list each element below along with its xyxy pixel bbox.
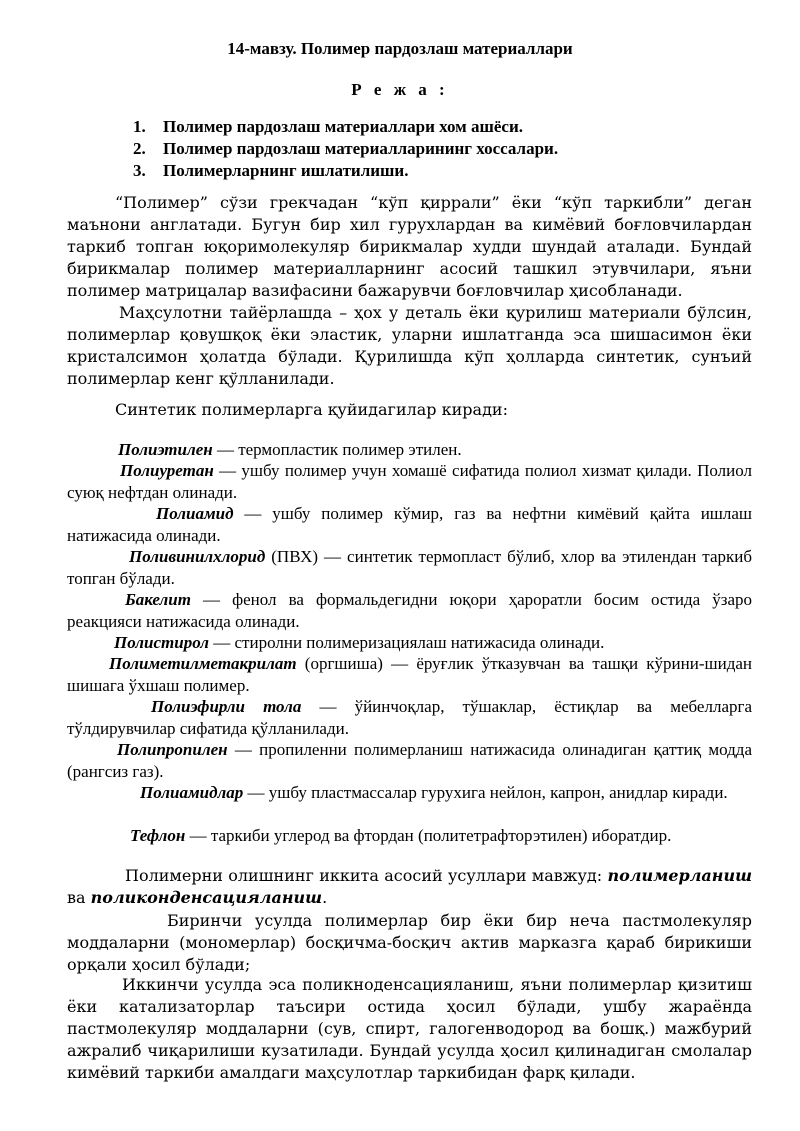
polymer-item [67, 782, 752, 804]
polymer-description: (ПВХ) — синтетик термопласт бўлиб, хлор ва этилендан таркиб топган бўлади. [67, 547, 752, 588]
paragraph-polymer-states: Маҳсулотни тайёрлашда – ҳох у деталь ёки қурилиш материали бўлсин, полимерлар қовушқоқ ёки эластик, уларни ишлатганда эса шишасимон ёки кристалсимон ҳолатда бўлади. Қурилишда кўп ҳолларда синтетик, сунъий полимерлар кенг қўлланилади. [67, 303, 752, 388]
polymer-term: Полиэтилен [118, 440, 213, 459]
method-polymerization: полимерланиш [607, 866, 752, 885]
polymer-item [67, 546, 752, 589]
plan-list [133, 116, 558, 182]
polymer-description: — таркиби углерод ва фтордан (политетрафторэтилен) иборатдир. [185, 826, 672, 845]
plan-item-number: 3. [133, 161, 146, 180]
paragraph-methods-intro [67, 865, 752, 909]
plan-item-number: 2. [133, 139, 146, 158]
polymer-description: (оргшиша) — ёруғлик ўтказувчан ва ташқи кўрини-шидан шишага ўхшаш полимер. [67, 654, 752, 695]
paragraph-second-method: Иккинчи усулда эса поликнодeнсацияланиш, яъни полимерлар қизитиш ёки катализаторлар таъсири остида ҳосил бўлади, ушбу жараёнда пастмолекуляр моддаларни (сув, спирт, галогенводород ва бошқ.) мажбурий ажралиб чиқарилиши кузатилади. Бундай усулда ҳосил қилинадиган смолалар кимёвий таркиби амалдаги маҳсулотлар таркибидан фарқ қилади. [67, 975, 752, 1082]
polymer-item [67, 589, 752, 632]
page-title: 14-мавзу. Полимер пардозлаш материаллари [227, 39, 573, 58]
polymer-item [67, 653, 752, 696]
polymer-description: — пропиленни полимерланиш натижасида олинадиган қаттиқ модда (рангсиз газ). [67, 740, 752, 781]
paragraph-polymer-definition: “Полимер” сўзи грекчадан “кўп қиррали” ёки “кўп таркибли” деган маънони англатади. Бугун бир хил гурухлардан ва кимёвий боғловчилардан таркиб топган юқоримолекуляр бирикмалар худди шундай аталади. Бундай бирикмалар полимер материалларнинг асосий ташкил этувчилари, яъни полимер матрицалар вазифасини бажарувчи боғловчилар ҳисобланади. [67, 193, 752, 300]
polymer-item [67, 503, 752, 546]
methods-intro-text: Полимерни олишнинг иккита асосий усуллари мавжуд: [125, 866, 608, 885]
polymer-term: Полиметилметакрилат [109, 654, 297, 673]
polymer-term: Полипропилен [117, 740, 228, 759]
polymer-item [67, 825, 752, 847]
plan-item [133, 116, 558, 138]
polymer-description: — ушбу полимер кўмир, газ ва нефтни кимёвий қайта ишлаш натижасида олинади. [67, 504, 752, 545]
paragraph-synthetic-intro: Синтетик полимерларга қуйидагилар киради: [115, 400, 508, 419]
methods-connector: ва [67, 888, 91, 907]
plan-heading: Р е ж а : [351, 80, 449, 99]
methods-end: . [322, 888, 328, 907]
polymer-item [67, 696, 752, 739]
polymer-term: Полиамид [156, 504, 234, 523]
plan-item-text: Полимер пардозлаш материаллари хом ашёси. [163, 117, 523, 136]
polymer-term: Бакелит [125, 590, 191, 609]
plan-item [133, 160, 558, 182]
polymer-term: Полиуретан [120, 461, 214, 480]
polymer-term: Полиэфирли тола [151, 697, 302, 716]
polymer-term: Полистирол [114, 633, 210, 652]
polymer-description: — ушбу пластмассалар гурухига нейлон, капрон, анидлар киради. [243, 783, 728, 802]
polymer-term: Полиамидлар [140, 783, 244, 802]
polymer-description: — ўйинчоқлар, тўшаклар, ёстиқлар ва мебелларга тўлдирувчилар сифатида қўлланилади. [67, 697, 753, 738]
polymer-term: Тефлон [130, 826, 186, 845]
polymer-term: Поливинилхлорид [129, 547, 266, 566]
polymer-item [67, 439, 752, 461]
plan-item-text: Полимерларнинг ишлатилиши. [163, 161, 409, 180]
polymer-description: — стиролни полимеризациялаш натижасида олинади. [209, 633, 605, 652]
polymer-item [67, 460, 752, 503]
paragraph-first-method: Биринчи усулда полимерлар бир ёки бир неча пастмолекуляр моддаларни (мономерлар) босқичма-босқич актив марказга қараб бирикиши орқали ҳосил бўлади; [67, 911, 752, 974]
plan-item [133, 138, 558, 160]
polymer-description: — фенол ва формальдегидни юқори ҳароратли босим остида ўзаро реакцияси натижасида олинади. [67, 590, 752, 631]
polymer-item [67, 739, 752, 782]
plan-item-number: 1. [133, 117, 146, 136]
method-polycondensation: поликонденсацияланиш [90, 888, 323, 907]
polymer-description: — ушбу полимер учун хомашё сифатида полиол хизмат қилади. Полиол суюқ нефтдан олинади. [67, 461, 752, 502]
plan-item-text: Полимер пардозлаш материалларининг хоссалари. [163, 139, 559, 158]
polymer-item [67, 632, 752, 654]
polymer-description: — термопластик полимер этилен. [212, 440, 462, 459]
